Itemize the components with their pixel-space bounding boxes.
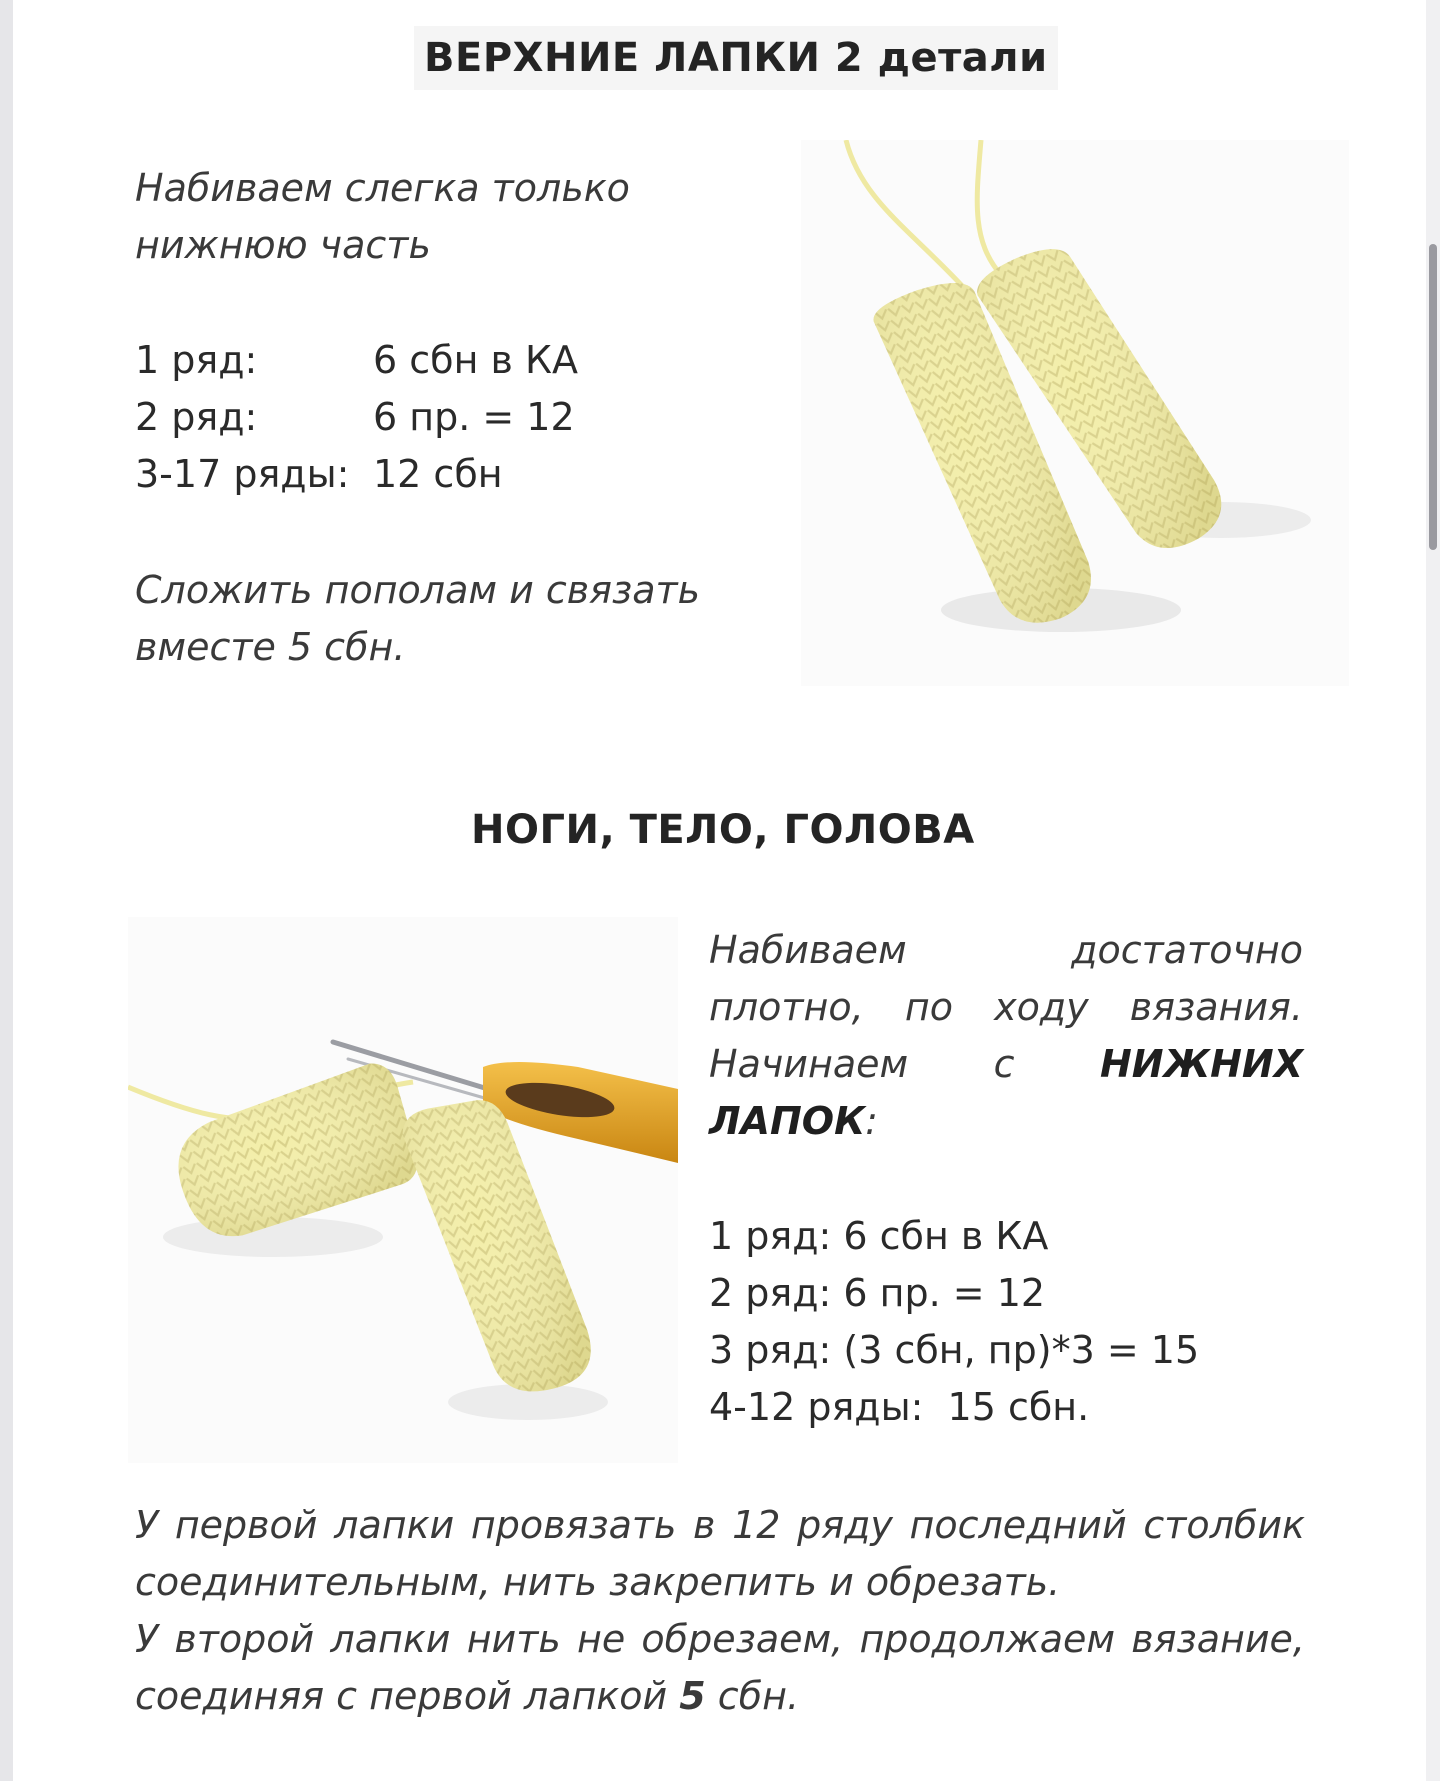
leg-pieces-illustration	[128, 917, 678, 1463]
row-label: 2 ряд:	[135, 395, 258, 439]
upper-paws-rows	[135, 332, 578, 503]
section-title-upper-paws: ВЕРХНИЕ ЛАПКИ 2 детали	[414, 26, 1058, 90]
pattern-row: 3 ряд: (3 сбн, пр)*3 = 15	[709, 1328, 1200, 1372]
legs-intro-emphasis: НИЖНИХ ЛАПОК	[709, 1042, 1303, 1143]
note-first-paw: У первой лапки провязать в 12 ряду последний столбик соединительным, нить закрепить и обрезать.	[135, 1503, 1305, 1604]
row-label: 1 ряд:	[135, 338, 258, 382]
yarn-tail	[977, 140, 1001, 275]
pattern-row: 4-12 ряды: 15 сбн.	[709, 1385, 1090, 1429]
pattern-row	[135, 389, 578, 446]
row-label: 3-17 ряды:	[135, 452, 350, 496]
note-second-paw-count: 5	[679, 1674, 706, 1718]
yarn-tail	[846, 140, 966, 290]
note-second-paw-end: сбн.	[705, 1674, 800, 1718]
legs-intro-colon: :	[865, 1099, 878, 1143]
legs-notes	[135, 1497, 1305, 1725]
scrollbar-thumb[interactable]	[1429, 244, 1437, 550]
scrollbar-track[interactable]	[1426, 0, 1440, 1781]
pattern-row	[135, 446, 578, 503]
arm-pieces-illustration	[801, 140, 1349, 686]
upper-paws-outro: Сложить пополам и связать вместе 5 сбн.	[135, 568, 701, 669]
legs-intro	[709, 922, 1303, 1150]
upper-paws-intro: Набиваем слегка только нижнюю часть	[135, 166, 630, 267]
row-value: 6 пр. = 12	[373, 395, 575, 439]
crochet-arm-pieces-photo	[801, 140, 1349, 686]
row-value: 6 сбн в КА	[373, 338, 578, 382]
row-value: 12 сбн	[373, 452, 503, 496]
legs-intro-text: Набиваем достаточно плотно, по ходу вязания. Начинаем с	[709, 928, 1303, 1086]
legs-rows	[709, 1208, 1199, 1436]
crochet-leg-pieces-photo	[128, 917, 678, 1463]
pattern-row: 2 ряд: 6 пр. = 12	[709, 1271, 1046, 1315]
pattern-row	[135, 332, 578, 389]
note-second-paw-text: У второй лапки нить не обрезаем, продолжаем вязание, соединяя с первой лапкой	[135, 1617, 1305, 1718]
note-second-paw	[135, 1611, 1305, 1725]
pattern-row: 1 ряд: 6 сбн в КА	[709, 1214, 1049, 1258]
section-title-legs-body-head: НОГИ, ТЕЛО, ГОЛОВА	[471, 807, 975, 853]
